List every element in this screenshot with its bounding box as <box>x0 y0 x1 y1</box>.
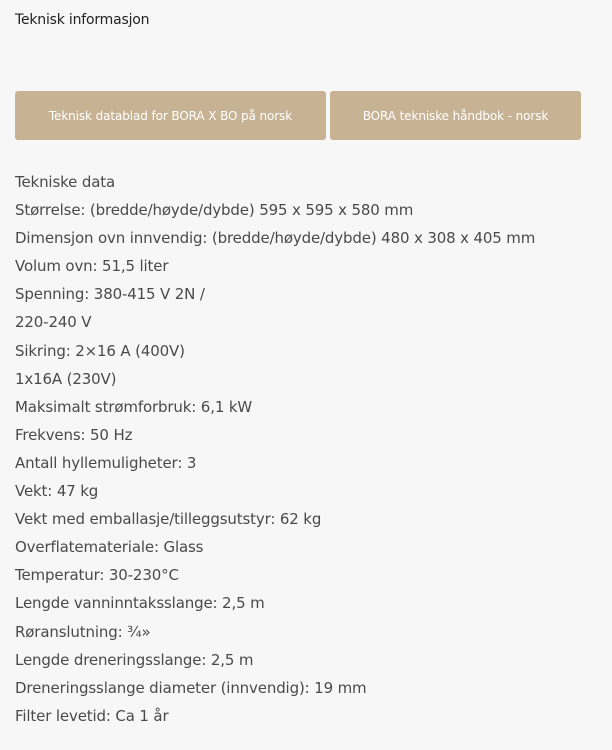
spec-fuse-alt: 1x16A (230V) <box>15 369 117 388</box>
spec-voltage: Spenning: 380-415 V 2N / <box>15 285 205 304</box>
datasheet-button-label: Teknisk datablad for BORA X BO på norsk <box>48 108 293 123</box>
datasheet-button[interactable] <box>15 91 326 140</box>
spec-pipe-connection: Røranslutning: ¾» <box>15 622 151 641</box>
handbook-button-label: BORA tekniske håndbok - norsk <box>362 108 549 123</box>
spec-drain-hose-diameter: Dreneringsslange diameter (innvendig): 19 mm <box>15 678 367 697</box>
spec-voltage-alt: 220-240 V <box>15 313 92 332</box>
spec-water-inlet-hose: Lengde vanninntaksslange: 2,5 m <box>15 594 265 613</box>
section-title: Teknisk informasjon <box>15 12 150 28</box>
spec-max-power: Maksimalt strømforbruk: 6,1 kW <box>15 397 253 416</box>
spec-surface-material: Overflatemateriale: Glass <box>15 538 204 557</box>
spec-list <box>15 168 535 730</box>
spec-shelf-positions: Antall hyllemuligheter: 3 <box>15 453 197 472</box>
spec-fuse: Sikring: 2×16 A (400V) <box>15 341 185 360</box>
spec-temperature: Temperatur: 30-230°C <box>15 566 179 585</box>
handbook-button[interactable] <box>330 91 581 140</box>
spec-frequency: Frekvens: 50 Hz <box>15 425 133 444</box>
spec-inner-dimensions: Dimensjon ovn innvendig: (bredde/høyde/dybde) 480 x 308 x 405 mm <box>15 229 536 248</box>
spec-drain-hose-length: Lengde dreneringsslange: 2,5 m <box>15 650 254 669</box>
spec-filter-lifetime: Filter levetid: Ca 1 år <box>15 706 169 725</box>
spec-weight: Vekt: 47 kg <box>15 482 99 501</box>
spec-size: Størrelse: (bredde/høyde/dybde) 595 x 595 x 580 mm <box>15 201 414 220</box>
spec-volume: Volum ovn: 51,5 liter <box>15 257 169 276</box>
spec-packed-weight: Vekt med emballasje/tilleggsutstyr: 62 kg <box>15 510 322 529</box>
spec-heading: Tekniske data <box>15 173 116 191</box>
